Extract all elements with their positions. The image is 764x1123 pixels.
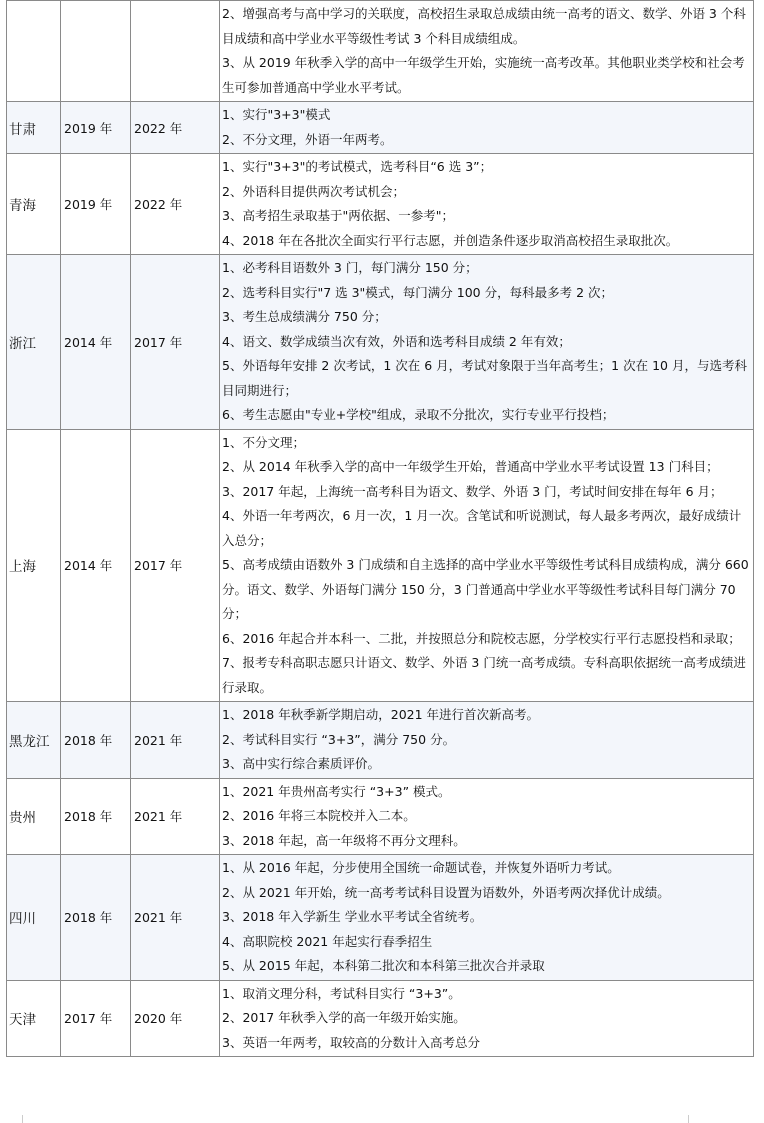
table-row — [7, 255, 754, 430]
reform-item: 5、从 2015 年起，本科第二批次和本科第三批次合并录取 — [222, 958, 545, 973]
reform-item: 2、2017 年秋季入学的高一年级开始实施。 — [222, 1010, 466, 1025]
start-year-cell: 2019 年 — [61, 154, 131, 255]
reform-details-cell — [220, 154, 754, 255]
reform-item: 1、必考科目语数外 3 门，每门满分 150 分； — [222, 260, 478, 275]
reform-item: 2、从 2014 年秋季入学的高中一年级学生开始，普通高中学业水平考试设置 13 门科目； — [222, 459, 719, 474]
reform-item: 6、考生志愿由"专业+学校"组成，录取不分批次，实行专业平行投档； — [222, 407, 615, 422]
reform-item: 3、英语一年两考，取较高的分数计入高考总分 — [222, 1034, 480, 1050]
reform-item: 3、2018 年入学新生 学业水平考试全省统考。 — [222, 909, 483, 924]
reform-item: 1、从 2016 年起，分步使用全国统一命题试卷，并恢复外语听力考试。 — [222, 860, 620, 875]
reform-item: 3、考生总成绩满分 750 分； — [222, 309, 387, 324]
start-year-cell: 2018 年 — [61, 702, 131, 779]
first-exam-year-cell: 2017 年 — [131, 255, 220, 430]
reform-item: 1、实行"3+3"的考试模式，选考科目“6 选 3”； — [222, 159, 493, 174]
reform-details-cell — [220, 102, 754, 154]
reform-details-cell — [220, 702, 754, 779]
start-year-cell: 2018 年 — [61, 855, 131, 981]
first-exam-year-cell: 2022 年 — [131, 154, 220, 255]
province-cell: 上海 — [7, 429, 61, 702]
table-row — [7, 154, 754, 255]
reform-item: 4、外语一年考两次，6 月一次，1 月一次。含笔试和听说测试，每人最多考两次，最好成绩计入总分； — [222, 508, 742, 548]
table-row — [7, 855, 754, 981]
table-row — [7, 980, 754, 1057]
reform-item: 3、2018 年起，高一年级将不再分文理科。 — [222, 832, 466, 848]
first-exam-year-cell — [131, 1, 220, 102]
reform-item: 2、不分文理，外语一年两考。 — [222, 131, 393, 147]
reform-details-cell — [220, 1, 754, 102]
reform-details-cell — [220, 255, 754, 430]
reform-item: 2、考试科目实行 “3+3”，满分 750 分。 — [222, 731, 456, 747]
first-exam-year-cell: 2021 年 — [131, 778, 220, 855]
province-cell: 四川 — [7, 855, 61, 981]
first-exam-year-cell: 2021 年 — [131, 855, 220, 981]
table-row — [7, 778, 754, 855]
province-cell: 青海 — [7, 154, 61, 255]
start-year-cell: 2014 年 — [61, 255, 131, 430]
province-cell: 天津 — [7, 980, 61, 1057]
first-exam-year-cell: 2020 年 — [131, 980, 220, 1057]
reform-item: 5、高考成绩由语数外 3 门成绩和自主选择的高中学业水平等级性考试科目成绩构成，满分 660 分。语文、数学、外语每门满分 150 分，3 门普通高中学业水平等级性考试科目每门满分 70 分； — [222, 557, 749, 621]
reform-item: 1、不分文理； — [222, 434, 305, 450]
first-exam-year-cell: 2022 年 — [131, 102, 220, 154]
start-year-cell: 2014 年 — [61, 429, 131, 702]
reform-item: 3、从 2019 年秋季入学的高中一年级学生开始，实施统一高考改革。其他职业类学校和社会考生可参加普通高中学业水平考试。 — [222, 55, 745, 95]
province-cell: 甘肃 — [7, 102, 61, 154]
start-year-cell: 2018 年 — [61, 778, 131, 855]
table-row — [7, 429, 754, 702]
reform-details-cell — [220, 778, 754, 855]
reform-item: 2、从 2021 年开始，统一高考考试科目设置为语数外，外语考两次择优计成绩。 — [222, 884, 670, 900]
first-exam-year-cell: 2017 年 — [131, 429, 220, 702]
reform-item: 2、增强高考与高中学习的关联度，高校招生录取总成绩由统一高考的语文、数学、外语 3 个科目成绩和高中学业水平等级性考试 3 个科目成绩组成。 — [222, 6, 746, 46]
reform-item: 4、高职院校 2021 年起实行春季招生 — [222, 933, 433, 949]
province-cell: 贵州 — [7, 778, 61, 855]
first-exam-year-cell: 2021 年 — [131, 702, 220, 779]
reform-item: 1、2018 年秋季新学期启动，2021 年进行首次新高考。 — [222, 707, 540, 722]
start-year-cell: 2017 年 — [61, 980, 131, 1057]
reform-item: 3、高考招生录取基于"两依据、一参考"； — [222, 208, 454, 223]
province-cell — [7, 1, 61, 102]
reform-item: 1、取消文理分科，考试科目实行 “3+3”。 — [222, 985, 461, 1001]
reform-item: 1、2021 年贵州高考实行 “3+3” 模式。 — [222, 783, 451, 799]
reform-details-cell — [220, 855, 754, 981]
reform-item: 3、高中实行综合素质评价。 — [222, 756, 380, 771]
reform-item: 6、2016 年起合并本科一、二批，并按照总分和院校志愿，分学校实行平行志愿投档和录取；7、报考专科高职志愿只计语文、数学、外语 3 门统一高考成绩。专科高职依据统一高考成绩进行录取。 — [222, 630, 746, 695]
start-year-cell: 2019 年 — [61, 102, 131, 154]
reform-item: 1、实行"3+3"模式 — [222, 107, 331, 122]
reform-details-cell — [220, 980, 754, 1057]
reform-item: 4、2018 年在各批次全面实行平行志愿，并创造条件逐步取消高校招生录取批次。 — [222, 232, 679, 248]
table-row — [7, 702, 754, 779]
province-cell: 浙江 — [7, 255, 61, 430]
reform-item: 2、选考科目实行"7 选 3"模式，每门满分 100 分，每科最多考 2 次； — [222, 284, 614, 300]
reform-table-body — [7, 1, 754, 1057]
page-corner-mark-left — [22, 1115, 23, 1123]
table-row — [7, 1, 754, 102]
reform-item: 2、2016 年将三本院校并入二本。 — [222, 808, 416, 823]
reform-item: 5、外语每年安排 2 次考试，1 次在 6 月，考试对象限于当年高考生；1 次在 10 月，与选考科目同期进行； — [222, 358, 747, 398]
reform-table — [6, 0, 754, 1057]
table-row — [7, 102, 754, 154]
province-cell: 黑龙江 — [7, 702, 61, 779]
start-year-cell — [61, 1, 131, 102]
page-corner-mark-right — [688, 1115, 689, 1123]
reform-item: 2、外语科目提供两次考试机会； — [222, 183, 405, 199]
reform-details-cell — [220, 429, 754, 702]
reform-item: 3、2017 年起，上海统一高考科目为语文、数学、外语 3 门，考试时间安排在每年 6 月； — [222, 483, 723, 499]
reform-item: 4、语文、数学成绩当次有效，外语和选考科目成绩 2 年有效； — [222, 333, 571, 349]
